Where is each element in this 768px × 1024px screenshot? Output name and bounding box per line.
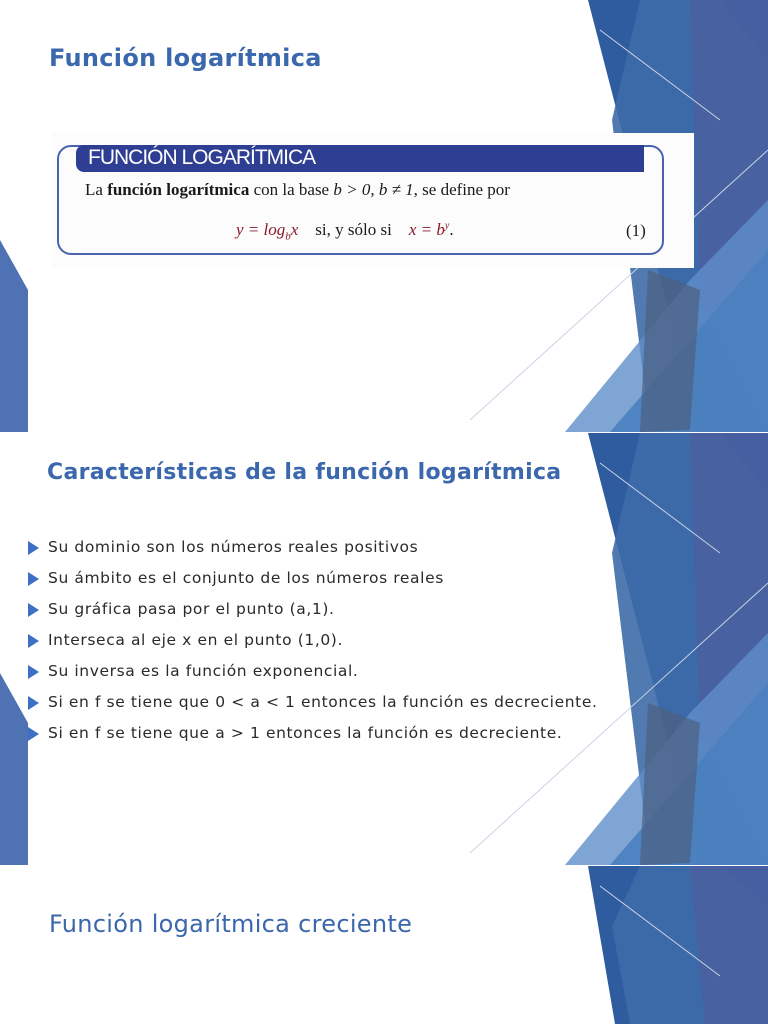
list-item-text: Su ámbito es el conjunto de los números reales	[48, 569, 444, 587]
definition-middle: con la base	[249, 180, 334, 199]
bullet-arrow-icon	[28, 727, 39, 741]
slide-3	[0, 866, 768, 1024]
formula-exp: y	[444, 220, 450, 232]
definition-suffix: , se define por	[413, 180, 510, 199]
list-item	[28, 538, 597, 569]
bullet-arrow-icon	[28, 603, 39, 617]
list-item-text: Si en f se tiene que 0 < a < 1 entonces la función es decreciente.	[48, 693, 598, 711]
formula-end: .	[449, 220, 454, 239]
bullet-arrow-icon	[28, 696, 39, 710]
list-item	[28, 569, 597, 600]
slide-1	[0, 0, 768, 432]
slide-decoration	[0, 866, 768, 1024]
formula-base: b	[285, 230, 291, 243]
definition-text	[85, 180, 510, 200]
slide-title: Función logarítmica creciente	[49, 910, 413, 938]
bullet-arrow-icon	[28, 665, 39, 679]
list-item	[28, 693, 597, 724]
list-item-text: Interseca al eje x en el punto (1,0).	[48, 631, 343, 649]
definition-prefix: La	[85, 180, 108, 199]
slide-title: Características de la función logarítmica	[47, 460, 562, 485]
list-item-text: Si en f se tiene que a > 1 entonces la función es decreciente.	[48, 724, 563, 742]
bullet-arrow-icon	[28, 572, 39, 586]
list-item	[28, 662, 597, 693]
list-item	[28, 724, 597, 755]
slide-title: Función logarítmica	[49, 44, 322, 72]
definition-term: función logarítmica	[107, 180, 250, 199]
definition-formula	[236, 220, 454, 242]
slide-2	[0, 433, 768, 865]
definition-box	[52, 133, 694, 268]
formula-arg: x	[290, 220, 299, 239]
formula-connector: si, y sólo si	[315, 220, 392, 239]
list-item-text: Su inversa es la función exponencial.	[48, 662, 359, 680]
definition-condition: b > 0, b ≠ 1	[333, 180, 414, 199]
bullet-list	[28, 538, 597, 755]
formula-right: x = b	[408, 220, 445, 239]
bullet-arrow-icon	[28, 541, 39, 555]
definition-header-text: FUNCIÓN LOGARÍTMICA	[88, 146, 316, 169]
list-item	[28, 600, 597, 631]
bullet-arrow-icon	[28, 634, 39, 648]
list-item-text: Su dominio son los números reales positivos	[48, 538, 419, 556]
definition-header	[76, 145, 644, 172]
equation-number: (1)	[626, 221, 646, 240]
list-item-text: Su gráfica pasa por el punto (a,1).	[48, 600, 335, 618]
formula-left: y = log	[236, 220, 286, 239]
list-item	[28, 631, 597, 662]
